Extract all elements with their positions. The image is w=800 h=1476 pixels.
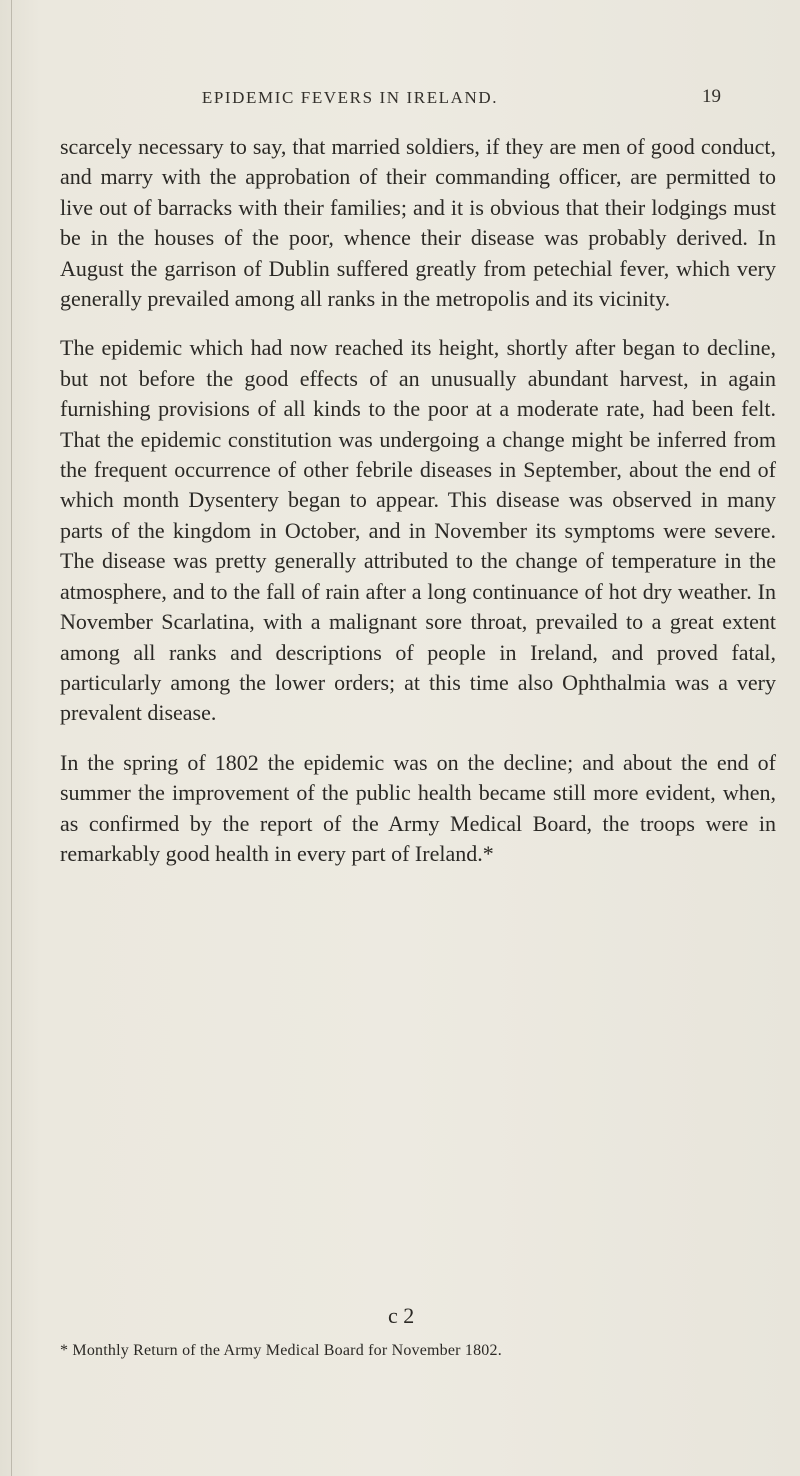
page-header <box>0 88 800 118</box>
paragraph-continued: scarcely necessary to say, that married soldiers, if they are men of good conduct, and marry with the approbation of their commanding officer, are permitted to live out of barracks with their families; and it is obvious that their lodgings must be in the houses of the poor, whence their disease was probably derived. In August the garrison of Dublin suffered greatly from petechial fever, which very generally prevailed among all ranks in the metropolis and its vicinity. <box>60 134 776 312</box>
page-number: 19 <box>702 86 721 107</box>
running-head: EPIDEMIC FEVERS IN IRELAND. <box>201 88 499 107</box>
paragraph-spring-1802: In the spring of 1802 the epidemic was on the decline; and about the end of summer the improvement of the public health became still more evident, when, as confirmed by the report of the Army Medical Board, the troops were in remarkably good health in every part of Ireland.* <box>60 749 776 866</box>
paragraph-epidemic-decline: The epidemic which had now reached its height, shortly after began to decline, but not before the good effects of an unusually abundant harvest, in again furnishing provisions of all kinds to the poor at a moderate rate, had been felt. That the epidemic constitution was undergoing a change might be inferred from the frequent occurrence of other febrile diseases in September, about the end of which month Dysentery began to appear. This disease was observed in many parts of the kingdom in October, and in November its symptoms were severe. The disease was pretty generally attributed to the change of temperature in the atmosphere, and to the fall of rain after a long continuance of hot dry weather. In November Scarlatina, with a malignant sore throat, prevailed to a great extent among all ranks and descriptions of people in Ireland, and proved fatal, particularly among the lower orders; at this time also Ophthalmia was a very prevalent disease. <box>60 335 776 726</box>
body-text <box>60 132 776 869</box>
page-edge-shadow <box>11 0 12 1476</box>
signature-mark: c 2 <box>388 1303 415 1328</box>
footnote: * Monthly Return of the Army Medical Board for November 1802. <box>60 1342 502 1359</box>
